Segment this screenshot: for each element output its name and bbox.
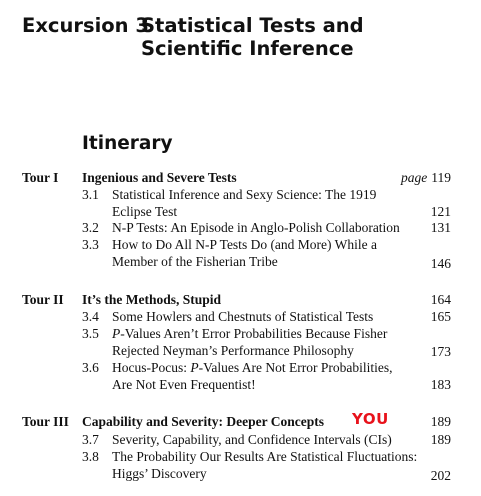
section-title: Statistical Inference and Sexy Science: The 1919 (112, 187, 377, 202)
tour-title: Ingenious and Severe Tests (82, 170, 237, 185)
section-page: 183 (430, 377, 451, 392)
section-page: 131 (430, 220, 451, 235)
section-title: P-Values Aren’t Error Probabilities Because Fisher (112, 326, 388, 341)
section-number: 3.6 (82, 360, 99, 375)
section-title: How to Do All N-P Tests Do (and More) While a (112, 237, 378, 252)
section-title: Severity, Capability, and Confidence Intervals (CIs) (112, 432, 392, 447)
section-page: 165 (430, 309, 451, 324)
section-page: 146 (430, 256, 451, 271)
section-title: Some Howlers and Chestnuts of Statistical Tests (112, 309, 374, 324)
section-title: Hocus-Pocus: P-Values Are Not Error Probabilities, (112, 360, 393, 375)
section-title: Member of the Fisherian Tribe (112, 254, 278, 269)
section-title: Higgs’ Discovery (112, 466, 207, 481)
section-number: 3.3 (82, 237, 99, 252)
section-title: Are Not Even Frequentist! (112, 377, 256, 392)
excursion-title: Statistical Tests and Scientific Inference (141, 14, 364, 60)
tour-page: 189 (430, 414, 451, 429)
you-annotation: YOU (352, 410, 389, 428)
section-number: 3.5 (82, 326, 99, 341)
tour-page: page 119 (401, 170, 451, 185)
section-page: 173 (430, 344, 451, 359)
section-page: 121 (430, 204, 451, 219)
excursion-label: Excursion 3 (22, 14, 149, 37)
tour-title: It’s the Methods, Stupid (82, 292, 222, 307)
section-number: 3.8 (82, 449, 99, 464)
tour-title: Capability and Severity: Deeper Concepts (82, 414, 324, 429)
section-title: The Probability Our Results Are Statistical Fluctuations: (112, 449, 418, 464)
section-title: Rejected Neyman’s Performance Philosophy (112, 343, 354, 358)
section-number: 3.4 (82, 309, 99, 324)
section-title: N-P Tests: An Episode in Anglo-Polish Collaboration (112, 220, 400, 235)
section-number: 3.1 (82, 187, 99, 202)
section-number: 3.7 (82, 432, 99, 447)
tour-label: Tour II (22, 292, 64, 307)
tour-page: 164 (430, 292, 451, 307)
tour-label: Tour I (22, 170, 59, 185)
tour-label: Tour III (22, 414, 69, 429)
section-page: 202 (430, 468, 451, 483)
itinerary-heading: Itinerary (82, 133, 173, 154)
page-word: page (401, 170, 428, 185)
section-number: 3.2 (82, 220, 99, 235)
section-page: 189 (430, 432, 451, 447)
section-title: Eclipse Test (112, 204, 178, 219)
